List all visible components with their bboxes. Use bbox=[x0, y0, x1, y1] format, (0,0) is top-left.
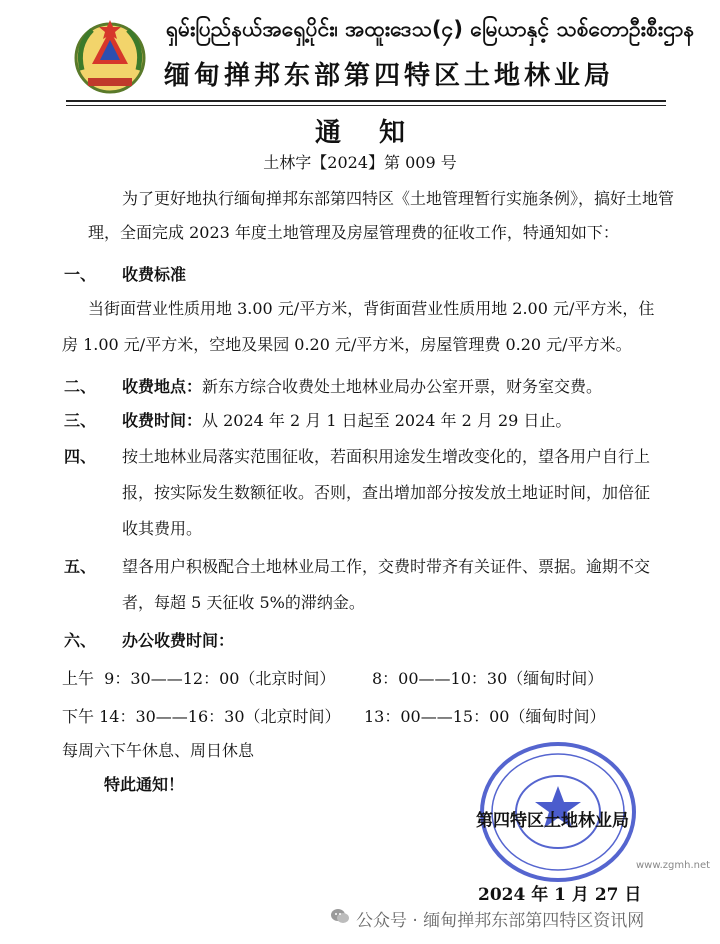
section-1-number: 一、 bbox=[64, 265, 97, 284]
section-3-body: 从 2024 年 2 月 1 日起至 2024 年 2 月 29 日止。 bbox=[202, 411, 572, 430]
section-4-line-3: 收其费用。 bbox=[122, 519, 203, 538]
hours-am-myanmar: 8：00——10：30（缅甸时间） bbox=[372, 669, 604, 688]
letterhead-myanmar-title: ရှမ်းပြည်နယ်အရှေ့ပိုင်း၊ အထူးဒေသ(၄) မြေယာနှင့် သစ်တောဦးစီးဌာန bbox=[166, 17, 695, 41]
wechat-icon bbox=[330, 906, 350, 926]
section-5-line-1: 望各用户积极配合土地林业局工作，交费时带齐有关证件、票据。逾期不交 bbox=[122, 557, 651, 576]
letterhead-rule bbox=[66, 100, 666, 102]
intro-line-2: 理，全面完成 2023 年度土地管理及房屋管理费的征收工作，特通知如下： bbox=[88, 223, 619, 242]
section-2-line bbox=[122, 374, 602, 397]
section-1-line-1: 当街面营业性质用地 3.00 元/平方米，背街面营业性质用地 2.00 元/平方米，住 bbox=[88, 299, 655, 318]
rest-days: 每周六下午休息、周日休息 bbox=[62, 741, 255, 760]
signature-organization: 第四特区土地林业局 bbox=[476, 811, 629, 831]
letterhead-org-title: 缅甸掸邦东部第四特区土地林业局 bbox=[164, 61, 615, 91]
intro-line-1: 为了更好地执行缅甸掸邦东部第四特区《土地管理暂行实施条例》，搞好土地管 bbox=[122, 189, 675, 208]
section-3-line bbox=[122, 408, 571, 431]
closing-line: 特此通知！ bbox=[104, 775, 185, 794]
letterhead-rule-thin bbox=[66, 105, 666, 106]
site-watermark: www.zgmh.net bbox=[636, 860, 711, 871]
section-1-heading: 收费标准 bbox=[122, 265, 187, 284]
hours-pm-myanmar: 13：00——15：00（缅甸时间） bbox=[364, 707, 606, 726]
section-3-heading: 收费时间： bbox=[122, 411, 203, 430]
hours-am-beijing: 上午 9：30——12：00（北京时间） bbox=[62, 669, 336, 688]
hours-pm-beijing: 下午 14：30——16：30（北京时间） bbox=[62, 707, 341, 726]
footer-watermark: 公众号 · 缅甸掸邦东部第四特区资讯网 bbox=[356, 911, 645, 931]
section-1-line-2: 房 1.00 元/平方米，空地及果园 0.20 元/平方米，房屋管理费 0.20 元/平方米。 bbox=[62, 335, 632, 354]
section-2-number: 二、 bbox=[64, 377, 97, 396]
section-6-number: 六、 bbox=[64, 631, 97, 650]
notice-title: 通知 bbox=[314, 118, 443, 148]
emblem-icon bbox=[70, 16, 150, 96]
section-4-line-1: 按土地林业局落实范围征收，若面积用途发生增改变化的，望各用户自行上 bbox=[122, 447, 651, 466]
section-5-number: 五、 bbox=[64, 557, 97, 576]
notice-date: 2024 年 1 月 27 日 bbox=[478, 885, 642, 905]
section-3-number: 三、 bbox=[64, 411, 97, 430]
section-2-heading: 收费地点： bbox=[122, 377, 203, 396]
document-number: 土林字【2024】第 009 号 bbox=[263, 153, 457, 172]
section-4-line-2: 报，按实际发生数额征收。否则，查出增加部分按发放土地证时间，加倍征 bbox=[122, 483, 651, 502]
section-4-number: 四、 bbox=[64, 447, 97, 466]
section-5-line-2: 者，每超 5 天征收 5%的滞纳金。 bbox=[122, 593, 365, 612]
section-2-body: 新东方综合收费处土地林业局办公室开票，财务室交费。 bbox=[202, 377, 603, 396]
section-6-heading: 办公收费时间： bbox=[122, 631, 235, 650]
